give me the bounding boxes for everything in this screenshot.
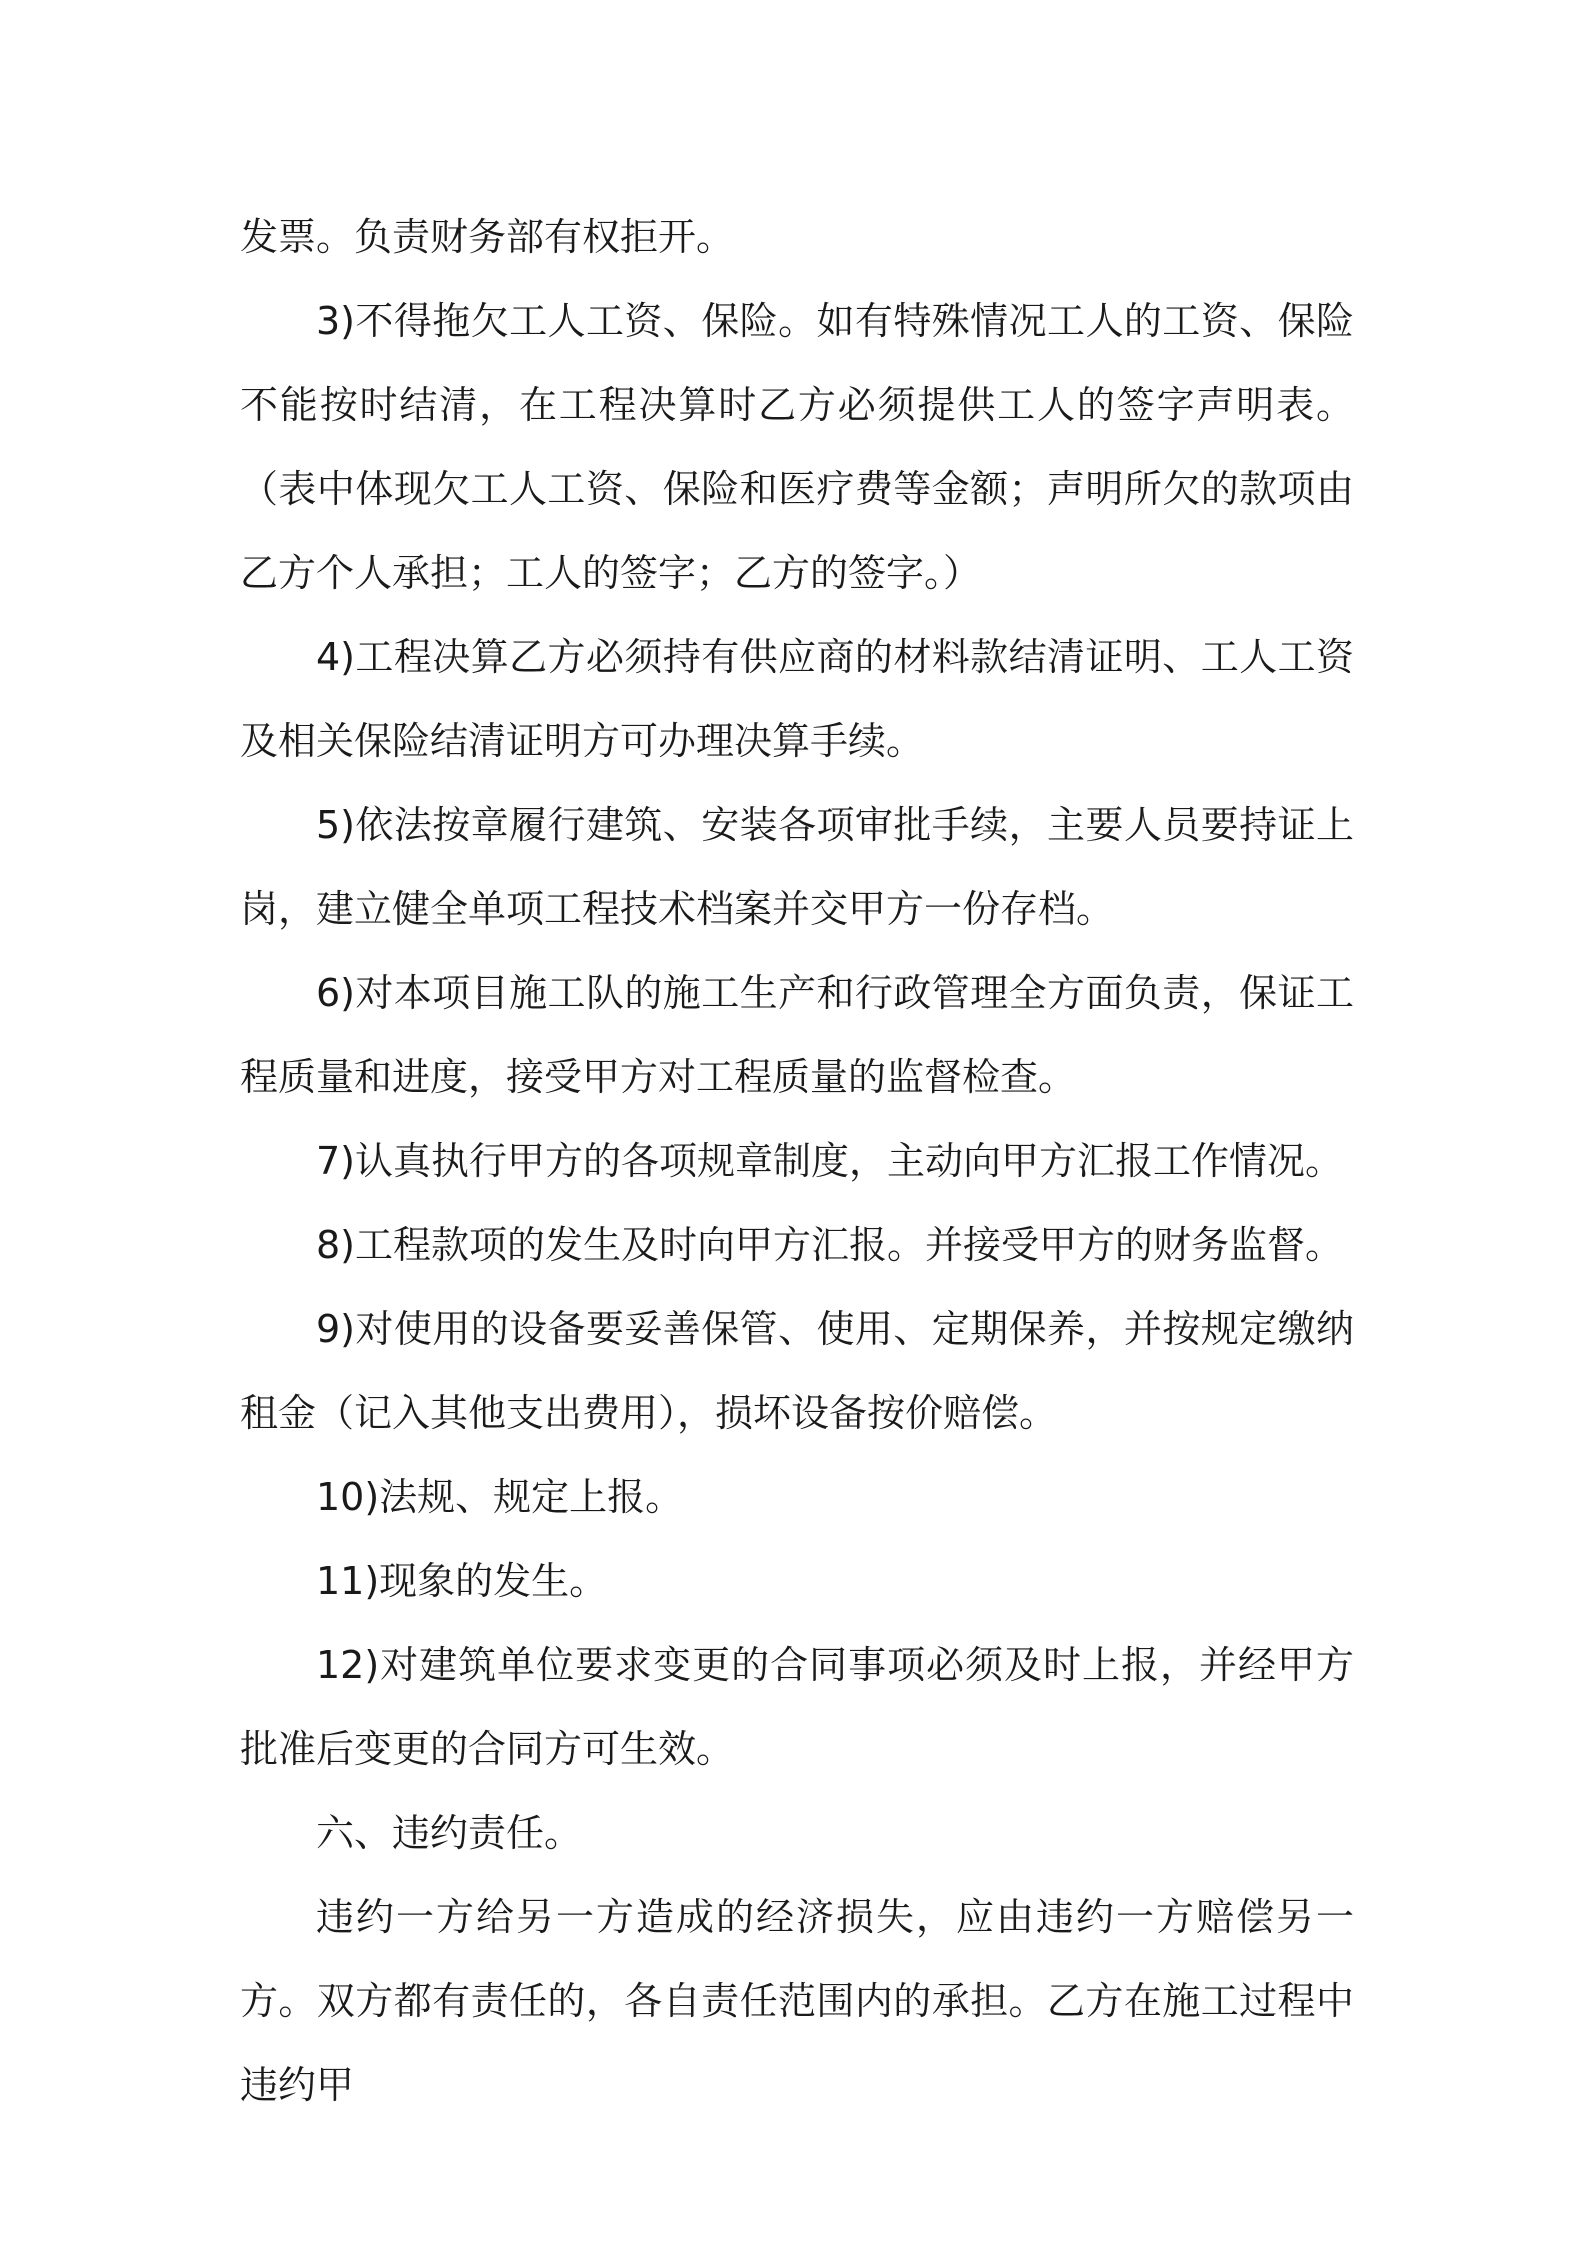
paragraph-item-9: 9)对使用的设备要妥善保管、使用、定期保养，并按规定缴纳租金（记入其他支出费用），损坏设备按价赔偿。 (240, 1307, 1354, 1435)
paragraph-item-11: 11)现象的发生。 (316, 1559, 608, 1603)
paragraph-breach-liability: 违约一方给另一方造成的经济损失，应由违约一方赔偿另一方。双方都有责任的，各自责任范围内的承担。乙方在施工过程中违约甲 (240, 1895, 1354, 2107)
paragraph-item-6: 6)对本项目施工队的施工生产和行政管理全方面负责，保证工程质量和进度，接受甲方对工程质量的监督检查。 (240, 971, 1354, 1099)
document-body (240, 195, 1354, 2127)
paragraph-item-8: 8)工程款项的发生及时向甲方汇报。并接受甲方的财务监督。 (316, 1223, 1344, 1267)
paragraph-item-12: 12)对建筑单位要求变更的合同事项必须及时上报，并经甲方批准后变更的合同方可生效。 (240, 1643, 1354, 1771)
paragraph-item-3: 3)不得拖欠工人工资、保险。如有特殊情况工人的工资、保险不能按时结清，在工程决算时乙方必须提供工人的签字声明表。（表中体现欠工人工资、保险和医疗费等金额；声明所欠的款项由乙方个人承担；工人的签字；乙方的签字。） (240, 299, 1354, 595)
paragraph-continuation: 发票。负责财务部有权拒开。 (240, 215, 735, 259)
paragraph-item-10: 10)法规、规定上报。 (316, 1475, 684, 1519)
paragraph-item-5: 5)依法按章履行建筑、安装各项审批手续，主要人员要持证上岗，建立健全单项工程技术档案并交甲方一份存档。 (240, 803, 1354, 931)
paragraph-item-7: 7)认真执行甲方的各项规章制度，主动向甲方汇报工作情况。 (316, 1139, 1344, 1183)
paragraph-item-4: 4)工程决算乙方必须持有供应商的材料款结清证明、工人工资及相关保险结清证明方可办理决算手续。 (240, 635, 1354, 763)
section-heading-breach: 六、违约责任。 (316, 1811, 583, 1855)
